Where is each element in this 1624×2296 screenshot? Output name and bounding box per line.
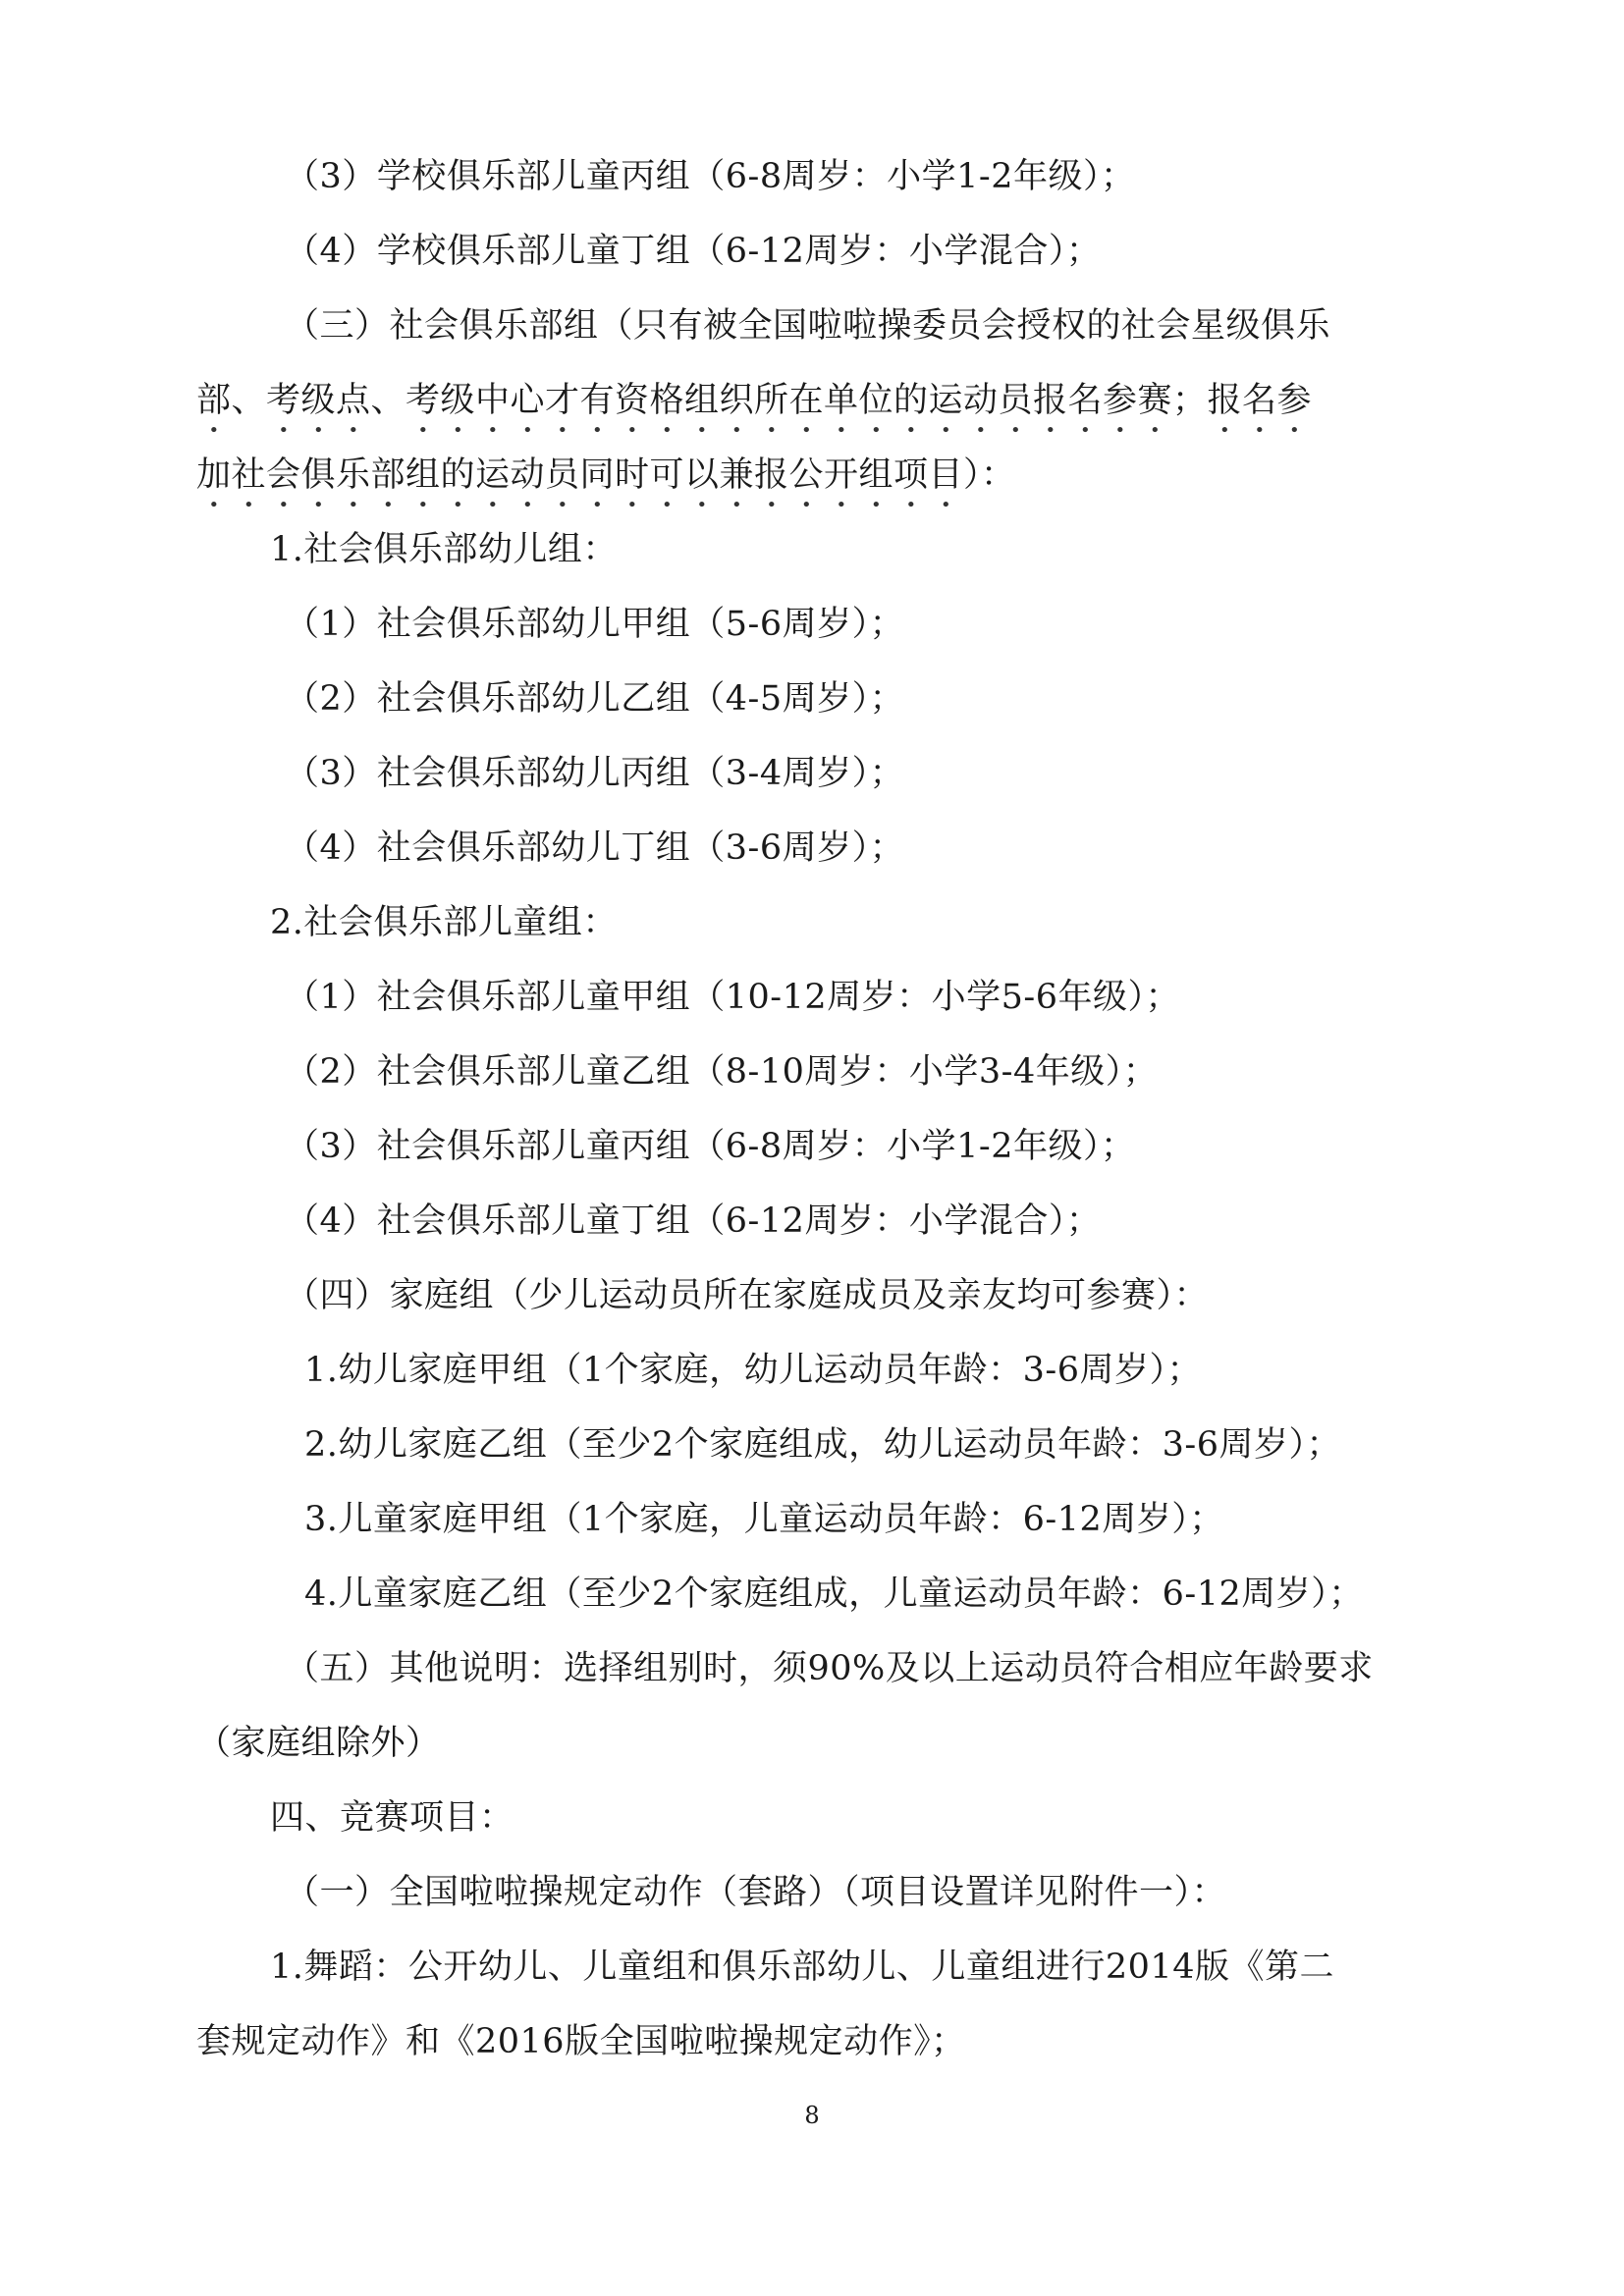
text-line: （4）学校俱乐部儿童丁组（6-12周岁：小学混合）； bbox=[285, 232, 1102, 271]
text-line: （1）社会俱乐部儿童甲组（10-12周岁：小学5-6年级）； bbox=[285, 978, 1181, 1017]
page-number: 8 bbox=[804, 2102, 820, 2129]
section-heading-prescribed: （一）全国啦啦操规定动作（套路）（项目设置详见附件一）： bbox=[285, 1873, 1227, 1912]
section-heading-other: （五）其他说明：选择组别时，须90%及以上运动员符合相应年龄要求 bbox=[285, 1649, 1374, 1688]
text-line: （3）社会俱乐部幼儿丙组（3-4周岁）； bbox=[285, 754, 905, 793]
subsection-heading: 2.社会俱乐部儿童组： bbox=[270, 903, 618, 942]
text-line: 4.儿童家庭乙组（至少2个家庭组成，儿童运动员年龄：6-12周岁）； bbox=[304, 1575, 1364, 1614]
text-line: （3）社会俱乐部儿童丙组（6-8周岁：小学1-2年级）； bbox=[285, 1127, 1136, 1166]
text-line-emphasized: 加社会俱乐部组的运动员同时可以兼报公开组项目）： bbox=[196, 455, 1016, 495]
text-line: （4）社会俱乐部幼儿丁组（3-6周岁）； bbox=[285, 828, 905, 868]
text-line: 套规定动作》和《2016版全国啦啦操规定动作》； bbox=[196, 2022, 966, 2061]
text-line-emphasized: 部、考级点、考级中心才有资格组织所在单位的运动员报名参赛；报名参 bbox=[196, 381, 1313, 420]
text-line: （1）社会俱乐部幼儿甲组（5-6周岁）； bbox=[285, 605, 905, 644]
text-line: 1.舞蹈：公开幼儿、儿童组和俱乐部幼儿、儿童组进行2014版《第二 bbox=[270, 1948, 1334, 1987]
text-line: 2.幼儿家庭乙组（至少2个家庭组成，幼儿运动员年龄：3-6周岁）； bbox=[304, 1425, 1342, 1465]
text-line: （2）社会俱乐部儿童乙组（8-10周岁：小学3-4年级）； bbox=[285, 1052, 1159, 1092]
subsection-heading: 1.社会俱乐部幼儿组： bbox=[270, 530, 618, 569]
text-line: （4）社会俱乐部儿童丁组（6-12周岁：小学混合）； bbox=[285, 1201, 1102, 1241]
section-heading-social-club: （三）社会俱乐部组（只有被全国啦啦操委员会授权的社会星级俱乐 bbox=[285, 306, 1331, 346]
text-line: 3.儿童家庭甲组（1个家庭，儿童运动员年龄：6-12周岁）； bbox=[304, 1500, 1224, 1539]
text-line: 1.幼儿家庭甲组（1个家庭，幼儿运动员年龄：3-6周岁）； bbox=[304, 1351, 1203, 1390]
text-line: （家庭组除外） bbox=[196, 1724, 441, 1763]
chapter-heading: 四、竞赛项目： bbox=[270, 1798, 514, 1838]
section-heading-family: （四）家庭组（少儿运动员所在家庭成员及亲友均可参赛）： bbox=[285, 1276, 1210, 1315]
text-line: （2）社会俱乐部幼儿乙组（4-5周岁）； bbox=[285, 679, 905, 719]
text-line: （3）学校俱乐部儿童丙组（6-8周岁：小学1-2年级）； bbox=[285, 157, 1136, 196]
